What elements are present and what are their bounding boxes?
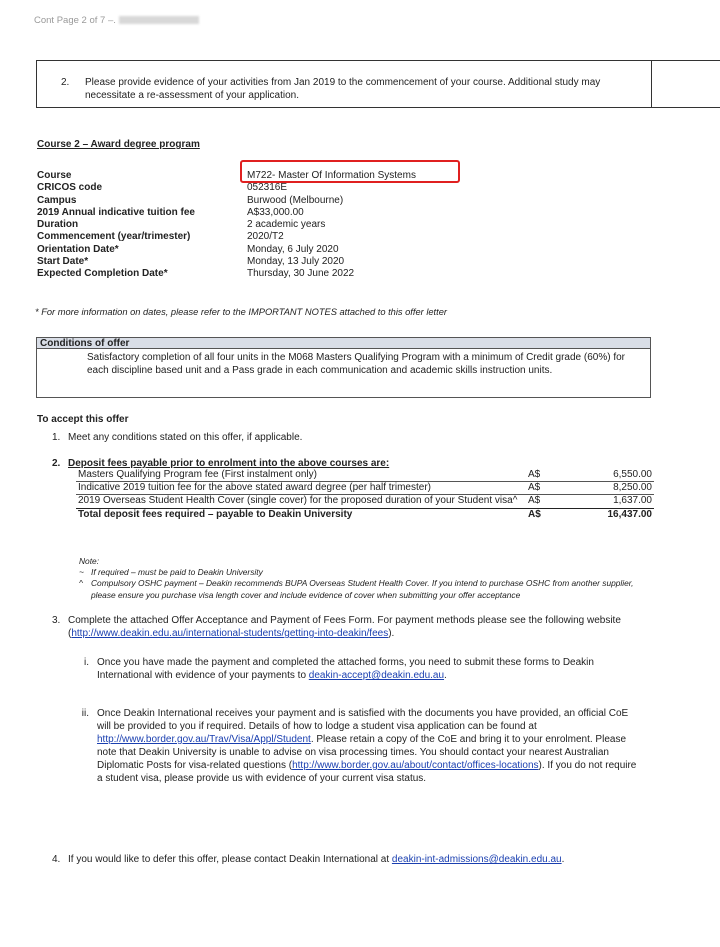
detail-row-campus: Campus Burwood (Melbourne) [37,194,344,206]
table-row: Masters Qualifying Program fee (First instalment only) A$ 6,550.00 [78,469,652,480]
fee-footnotes: Note: ~ If required – must be paid to Deakin University ^ Compulsory OSHC payment – Deakin recommends BUPA Overseas Student Health Cover. If you intend to purchase OSHC from another supplier, please ensure you purchase visa length cover and include evidence of cover when submitting your offer acceptance [79,556,639,601]
conditions-text: Satisfactory completion of all four units in the M068 Masters Qualifying Program with a minimum of Credit grade (60%) for each discipline based unit and a Pass grade in each communication and academic skills instruction units. [87,352,625,376]
accept-item-3: 3. Complete the attached Offer Acceptance and Payment of Fees Form. For payment methods please see the following website (http://www.deakin.edu.au/international-students/getting-into-deakin/fees). [52,615,621,639]
accept-heading: To accept this offer [37,414,129,425]
dates-note: * For more information on dates, please refer to the IMPORTANT NOTES attached to this offer letter [35,307,447,317]
footnote: ~ If required – must be paid to Deakin University [79,567,263,578]
footnote: ^ Compulsory OSHC payment – Deakin recommends BUPA Overseas Student Health Cover. If you intend to purchase OSHC from another supplier, please ensure you purchase visa length cover and include evidence of cover when submitting your offer acceptance [79,578,634,600]
border-visa-link[interactable]: http://www.border.gov.au/Trav/Visa/Appl/Student [97,734,311,745]
accept-item-2: 2. Deposit fees payable prior to enrolment into the above courses are: [52,458,390,469]
fees-website-link[interactable]: http://www.deakin.edu.au/international-students/getting-into-deakin/fees [71,628,389,639]
accept-item-4: 4. If you would like to defer this offer, please contact Deakin International at deakin-int-admissions@deakin.edu.au. [52,854,565,865]
conditions-box [36,348,651,398]
accept-item-1: 1. Meet any conditions stated on this offer, if applicable. [52,432,303,443]
detail-row-duration: Duration 2 academic years [37,219,326,231]
item-number: 2. [61,77,70,88]
course-highlight-box [240,160,460,183]
conditions-heading: Conditions of offer [36,337,651,349]
course-section-title: Course 2 – Award degree program [37,139,200,150]
evidence-text: Please provide evidence of your activities from Jan 2019 to the commencement of your course. Additional study may necessitate a re-assessment of your application. [85,77,601,101]
border-offices-link[interactable]: http://www.border.gov.au/about/contact/offices-locations [292,760,539,771]
detail-row-commencement: Commencement (year/trimester) 2020/T2 [37,231,284,243]
detail-row-cricos: CRICOS code 052316E [37,182,288,194]
detail-row-orientation: Orientation Date* Monday, 6 July 2020 [37,243,339,255]
sub-item-i: i. Once you have made the payment and completed the attached forms, you need to submit these forms to Deakin International with evidence of your payments to deakin-accept@deakin.edu.au. [84,657,594,681]
page-header: Cont Page 2 of 7 –. [34,15,199,26]
detail-row-fee: 2019 Annual indicative tuition fee A$33,000.00 [37,206,304,218]
table-row: 2019 Overseas Student Health Cover (single cover) for the proposed duration of your Student visa^ A$ 1,637.00 [78,495,652,507]
sub-item-ii: ii. Once Deakin International receives your payment and is satisfied with the documents you have provided, an official CoE will be provided to you if required. Details of how to lodge a student visa application can be found at http://www.border.gov.au/Trav/Visa/Appl/Student. Please retain a copy of the CoE and bring it to your enrolment. Please note that Deakin University is unable to advise on visa processing times. You should contact your nearest Australian Diplomatic Posts for visa-related questions (http://www.border.gov.au/about/contact/offices-locations). If you do not require a student visa, please provide us with evidence of your current visa status. [81,708,637,784]
deakin-accept-email-link[interactable]: deakin-accept@deakin.edu.au [308,670,445,681]
detail-row-course: Course M722- Master Of Information Systems [37,170,416,181]
total-row: Total deposit fees required – payable to Deakin University A$ 16,437.00 [78,508,652,520]
redacted-text [119,16,199,24]
table-row: Indicative 2019 tuition fee for the above stated award degree (per half trimester) A$ 8,250.00 [78,482,652,494]
deakin-int-admissions-link[interactable]: deakin-int-admissions@deakin.edu.au [391,854,562,865]
course-details [37,170,416,281]
evidence-box [36,60,720,108]
course-name: M722- Master Of Information Systems [247,170,416,181]
detail-row-start: Start Date* Monday, 13 July 2020 [37,256,345,268]
fees-table [76,469,654,521]
detail-row-completion: Expected Completion Date* Thursday, 30 June 2022 [37,268,355,280]
